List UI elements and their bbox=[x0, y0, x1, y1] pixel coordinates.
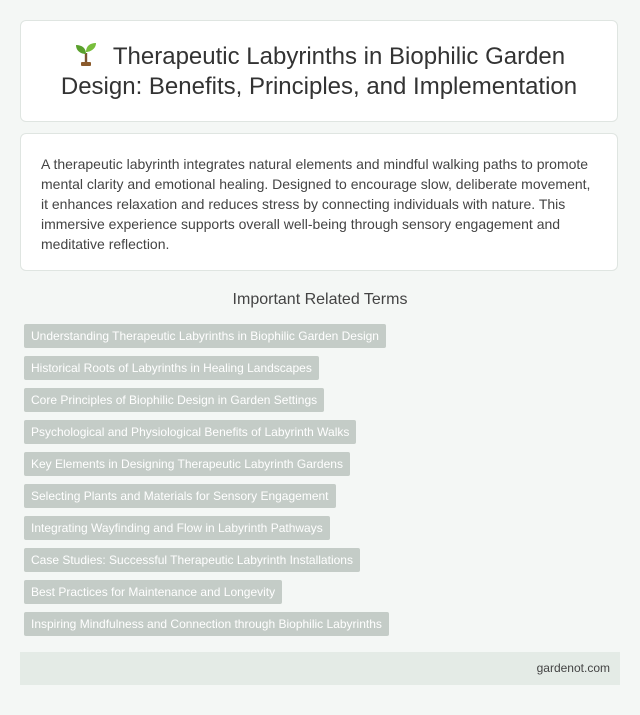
footer bbox=[20, 652, 620, 685]
related-term-item bbox=[24, 484, 389, 508]
intro-paragraph: A therapeutic labyrinth integrates natural elements and mindful walking paths to promote mental clarity and emotional healing. Designed to encourage slow, deliberate movement, it enhances relaxation and reduces stress by connecting individuals with nature. This immersive experience supports overall well-being through sensory engagement and meditative reflection. bbox=[41, 156, 591, 252]
related-term-tag[interactable]: Inspiring Mindfulness and Connection through Biophilic Labyrinths bbox=[24, 612, 389, 636]
related-term-tag[interactable]: Core Principles of Biophilic Design in Garden Settings bbox=[24, 388, 324, 412]
related-term-tag[interactable]: Understanding Therapeutic Labyrinths in Biophilic Garden Design bbox=[24, 324, 386, 348]
related-term-tag[interactable]: Historical Roots of Labyrinths in Healing Landscapes bbox=[24, 356, 319, 380]
related-term-item bbox=[24, 516, 389, 540]
related-term-item bbox=[24, 580, 389, 604]
related-term-tag[interactable]: Psychological and Physiological Benefits of Labyrinth Walks bbox=[24, 420, 356, 444]
related-term-item bbox=[24, 612, 389, 636]
related-term-item bbox=[24, 356, 389, 380]
footer-site: gardenot.com bbox=[536, 661, 610, 675]
related-term-item bbox=[24, 388, 389, 412]
title-card bbox=[20, 20, 618, 122]
related-term-item bbox=[24, 548, 389, 572]
related-term-tag[interactable]: Integrating Wayfinding and Flow in Labyrinth Pathways bbox=[24, 516, 330, 540]
related-term-item bbox=[24, 452, 389, 476]
title-text: Therapeutic Labyrinths in Biophilic Garden Design: Benefits, Principles, and Implementation bbox=[60, 42, 578, 100]
related-terms-heading: Important Related Terms bbox=[232, 291, 408, 308]
related-term-tag[interactable]: Key Elements in Designing Therapeutic Labyrinth Gardens bbox=[24, 452, 350, 476]
related-term-tag[interactable]: Best Practices for Maintenance and Longevity bbox=[24, 580, 282, 604]
page-title bbox=[21, 41, 617, 102]
related-term-item bbox=[24, 420, 389, 444]
related-terms-list bbox=[24, 324, 389, 644]
related-term-item bbox=[24, 324, 389, 348]
sprout-icon bbox=[73, 41, 99, 67]
intro-card bbox=[20, 133, 618, 271]
related-term-tag[interactable]: Case Studies: Successful Therapeutic Labyrinth Installations bbox=[24, 548, 360, 572]
related-term-tag[interactable]: Selecting Plants and Materials for Sensory Engagement bbox=[24, 484, 336, 508]
